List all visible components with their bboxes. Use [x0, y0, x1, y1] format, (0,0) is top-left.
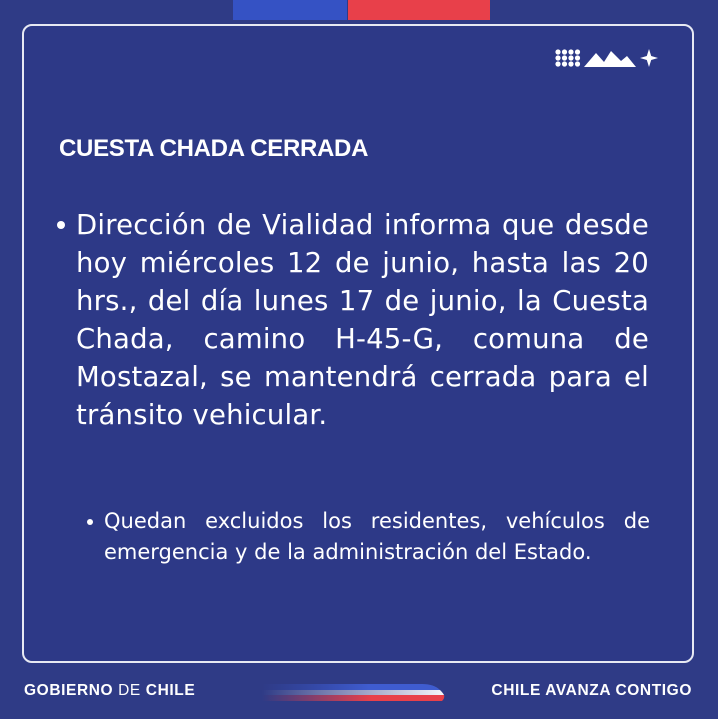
notice-card [22, 24, 694, 663]
top-accent-red [348, 0, 490, 20]
footer-gov-word-3: CHILE [145, 682, 196, 699]
footer-gov-word-1: GOBIERNO [24, 682, 114, 699]
bullet-dot [57, 221, 65, 229]
sub-bullet-text: Quedan excluidos los residentes, vehículos de emergencia y de la administración del Estado. [104, 509, 650, 564]
footer-slogan: CHILE AVANZA CONTIGO [491, 682, 692, 699]
sub-bullet-item [87, 506, 650, 568]
notice-title: CUESTA CHADA CERRADA [59, 135, 369, 162]
main-bullet-text: Dirección de Vialidad informa que desde hoy miércoles 12 de junio, hasta las 20 hrs., del día lunes 17 de junio, la Cuesta Chada, camino H-45-G, comuna de Mostazal, se mantendrá cerrada para el tránsito vehicular. [76, 209, 649, 431]
footer-gov-word-2: DE [118, 682, 141, 699]
top-accent-blue [233, 0, 347, 20]
main-bullet-item [57, 206, 649, 434]
bullet-dot [87, 519, 93, 525]
footer-flag-stripe [262, 681, 446, 703]
dots-mountains-star-icon [555, 48, 659, 68]
footer-government-label [24, 682, 195, 700]
